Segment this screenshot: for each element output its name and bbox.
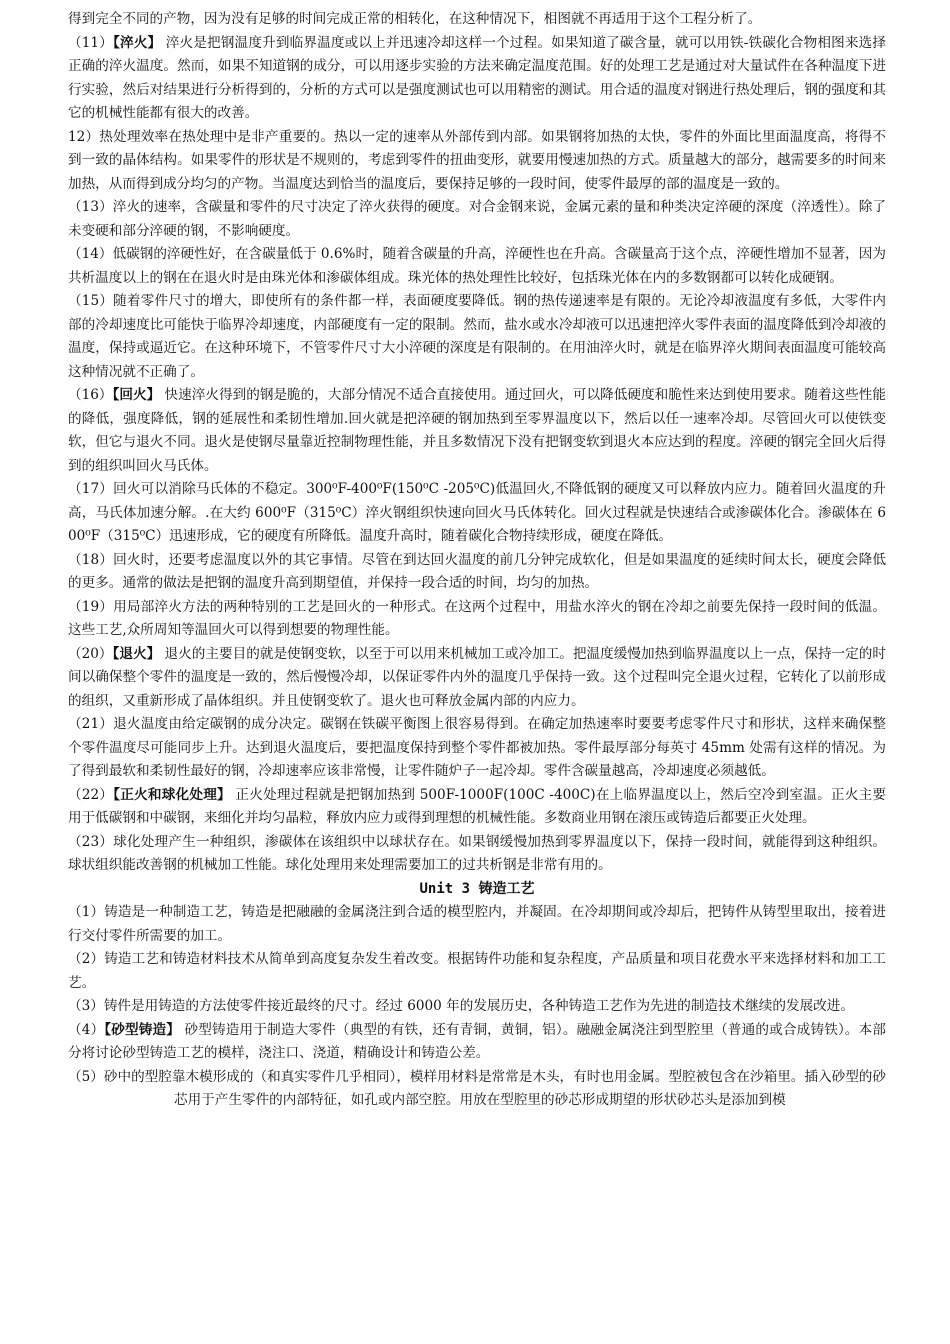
paragraph-text: 退火的主要目的就是使钢变软，以至于可以用来机械加工或冷加工。把温度缓慢加热到临界温度以上一点，保持一定的时间以确保整个零件的温度是一致的，然后慢慢冷却，以保证零件内外的温度几乎保持一致。这个过程叫完全退火过程，它转化了以前形成的组织，又重新形成了晶体组织。并且使钢变软了。退火也可释放金属内部的内应力。 (68, 645, 886, 709)
paragraph-number: （11） (68, 34, 113, 51)
paragraph (68, 549, 886, 596)
paragraph (68, 1066, 886, 1113)
paragraph (68, 901, 886, 948)
paragraph (68, 713, 886, 784)
paragraph-text: 退火温度由给定碳钢的成分决定。碳钢在铁碳平衡图上很容易得到。在确定加热速率时要要考虑零件尺寸和形状，这样来确保整个零件温度尽可能同步上升。达到退火温度后，要把温度保持到整个零件都被加热。零件最厚部分每英寸 45mm 处需有这样的情况。为了得到最软和柔韧性最好的钢，冷却速率应该非常慢，让零件随炉子一起冷却。零件含碳量越高，冷却速度必须越低。 (68, 716, 886, 779)
paragraph-number: （20） (68, 645, 113, 662)
paragraph-number: （23） (68, 833, 114, 850)
section-heading: 【砂型铸造】 (104, 1021, 181, 1038)
paragraph-text: 正火处理过程就是把钢加热到 500F-1000F(100C -400C)在上临界温度以上，然后空冷到室温。正火主要用于低碳钢和中碳钢，来细化并均匀晶粒，释放内应力或得到理想的机械性能。多数商业用钢在滚压或铸造后都要正火处理。 (68, 786, 887, 826)
paragraph-text: 得到完全不同的产物，因为没有足够的时间完成正常的相转化，在这种情况下，相图就不再适用于这个工程分析了。 (68, 11, 762, 27)
paragraph (68, 32, 886, 126)
paragraph (68, 948, 886, 995)
paragraph-number: （16） (68, 387, 113, 403)
paragraph (68, 243, 886, 290)
paragraph (68, 8, 886, 32)
section-heading: 【回火】 (112, 387, 161, 403)
paragraph-text: 随着零件尺寸的增大，即使所有的条件都一样，表面硬度要降低。钢的热传递速率是有限的。无论冷却液温度有多低，大零件内部的冷却速度比可能快于临界冷却速度，内部硬度有一定的限制。然而，盐水或水冷却液可以迅速把淬火零件表面的温度降低到冷却液的温度，保持或逼近它。在这种环境下，不管零件尺寸大小淬硬的深度是有限制的。在用油淬火时，就是在临界淬火期间表面温度可能较高这种情况就不正确了。 (68, 293, 886, 380)
paragraph-number: 12） (68, 128, 100, 145)
paragraph (68, 196, 886, 243)
paragraph (68, 126, 886, 197)
section-heading: 【正火和球化处理】 (113, 786, 231, 803)
paragraph-number: （14） (68, 246, 113, 262)
paragraph-text: 淬火是把钢温度升到临界温度或以上并迅速冷却这样一个过程。如果知道了碳含量，就可以用铁-铁碳化合物相图来选择正确的淬火温度。然而，如果不知道钢的成分，可以用逐步实验的方法来确定温度范围。好的处理工艺是通过对大量试件在各种温度下进行实验，然后对结果进行分析得到的，分析的方式可以是强度测试也可以用精密的测试。用合适的温度对钢进行热处理后，钢的强度和其它的机械性能都有很大的改善。 (68, 34, 886, 121)
paragraph-number: （4） (68, 1021, 105, 1038)
paragraph-text: 砂型铸造用于制造大零件（典型的有铁，还有青铜，黄铜，铝）。融融金属浇注到型腔里（普通的或合成铸铁）。本部分将讨论砂型铸造工艺的模样，浇注口、浇道，精确设计和铸造公差。 (68, 1021, 887, 1061)
paragraph-text: 铸件是用铸造的方法使零件接近最终的尺寸。经过 6000 年的发展历史，各种铸造工艺作为先进的制造技术继续的发展改进。 (103, 998, 854, 1014)
section-heading: 【淬火】 (113, 34, 162, 51)
paragraph (68, 831, 886, 878)
document-page (68, 8, 886, 1113)
paragraph-number: （13） (68, 199, 113, 215)
paragraph-number: （18） (68, 551, 114, 568)
paragraph-number: （19） (68, 598, 114, 615)
paragraph-number: （5） (68, 1068, 104, 1085)
paragraph-text: 铸造是一种制造工艺，铸造是把融融的金属浇注到合适的模型腔内，并凝固。在冷却期间或冷却后，把铸件从铸型里取出，接着进行交付零件所需要的加工。 (68, 904, 886, 944)
paragraph-text: 回火时，还要考虑温度以外的其它事情。尽管在到达回火温度的前几分钟完成软化，但是如果温度的延续时间太长，硬度会降低的更多。通常的做法是把钢的温度升高到期望值，并保持一段合适的时间，均匀的加热。 (68, 551, 886, 591)
paragraph (68, 596, 886, 643)
paragraph (68, 784, 886, 831)
paragraph-text: 快速淬火得到的钢是脆的，大部分情况不适合直接使用。通过回火，可以降低硬度和脆性来达到使用要求。随着这些性能的降低，强度降低，钢的延展性和柔韧性增加.回火就是把淬硬的钢加热到至零界温度以下，然后以任一速率冷却。尽管回火可以使铁变软，但它与退火不同。退火是使钢尽量靠近控制物理性能，并且多数情况下没有把钢变软到退火本应达到的程度。淬硬的钢完全回火后得到的组织叫回火马氏体。 (68, 387, 886, 474)
paragraph-number: （17） (68, 481, 114, 497)
paragraph-number: （21） (68, 716, 114, 732)
paragraph-number: （15） (68, 293, 114, 309)
paragraph-text: 球化处理产生一种组织，渗碳体在该组织中以球状存在。如果钢缓慢加热到零界温度以下，保持一段时间，就能得到这种组织。球状组织能改善钢的机械加工性能。球化处理用来处理需要加工的过共析钢是非常有用的。 (68, 833, 886, 873)
paragraph-text: 回火可以消除马氏体的不稳定。300⁰F-400⁰F(150⁰C -205⁰C)低温回火,不降低钢的硬度又可以释放内应力。随着回火温度的升高，马氏体加速分解。.在大约 600⁰F（315⁰C）淬火钢组织快速向回火马氏体转化。回火过程就是快速结合或渗碳体化合。渗碳体在 600⁰F（315⁰C）迅速形成，它的硬度有所降低。温度升高时，随着碳化合物持续形成，硬度在降低。 (68, 481, 886, 544)
paragraph-number: （2） (68, 951, 105, 967)
paragraph (68, 290, 886, 384)
paragraph (68, 384, 886, 478)
section-heading: 【退火】 (112, 645, 161, 662)
paragraph-text: 砂中的型腔靠木模形成的（和真实零件几乎相同），模样用材料是常常是木头，有时也用金属。型腔被包含在沙箱里。插入砂型的砂芯用于产生零件的内部特征，如孔或内部空腔。用放在型腔里的砂芯形成期望的形状砂芯头是添加到模 (103, 1068, 886, 1108)
paragraph-text: 低碳钢的淬硬性好，在含碳量低于 0.6%时，随着含碳量的升高，淬硬性也在升高。含碳量高于这个点，淬硬性增加不显著，因为共析温度以上的钢在在退火时是由珠光体和渗碳体组成。珠光体的热处理性比较好，包括珠光体在内的多数钢都可以转化成硬钢。 (68, 246, 886, 286)
paragraph-number: （22） (68, 786, 114, 803)
paragraph-number: （3） (68, 998, 104, 1014)
paragraph-text: 热处理效率在热处理中是非产重要的。热以一定的速率从外部传到内部。如果钢将加热的太快，零件的外面比里面温度高，将得不到一致的晶体结构。如果零件的形状是不规则的，考虑到零件的扭曲变形，就要用慢速加热的方式。质量越大的部分，越需要多的时间来加热，从而得到成分均匀的产物。当温度达到恰当的温度后，要保持足够的一段时间，使零件最厚的部的温度是一致的。 (68, 128, 886, 192)
paragraph-text: 用局部淬火方法的两种特别的工艺是回火的一种形式。在这两个过程中，用盐水淬火的钢在冷却之前要先保持一段时间的低温。这些工艺,众所周知等温回火可以得到想要的物理性能。 (68, 598, 886, 638)
paragraph-number: （1） (68, 904, 105, 920)
paragraph (68, 478, 886, 549)
unit-title: Unit 3 铸造工艺 (419, 880, 535, 897)
paragraph (68, 643, 886, 714)
paragraph (68, 1019, 886, 1066)
paragraph-text: 铸造工艺和铸造材料技术从简单到高度复杂发生着改变。根据铸件功能和复杂程度，产品质量和项目花费水平来选择材料和加工工艺。 (68, 951, 886, 991)
paragraph-text: 淬火的速率，含碳量和零件的尺寸决定了淬火获得的硬度。对合金钢来说，金属元素的量和种类决定淬硬的深度（淬透性）。除了未变硬和部分淬硬的钢，不影响硬度。 (68, 199, 886, 239)
paragraph (68, 995, 886, 1019)
